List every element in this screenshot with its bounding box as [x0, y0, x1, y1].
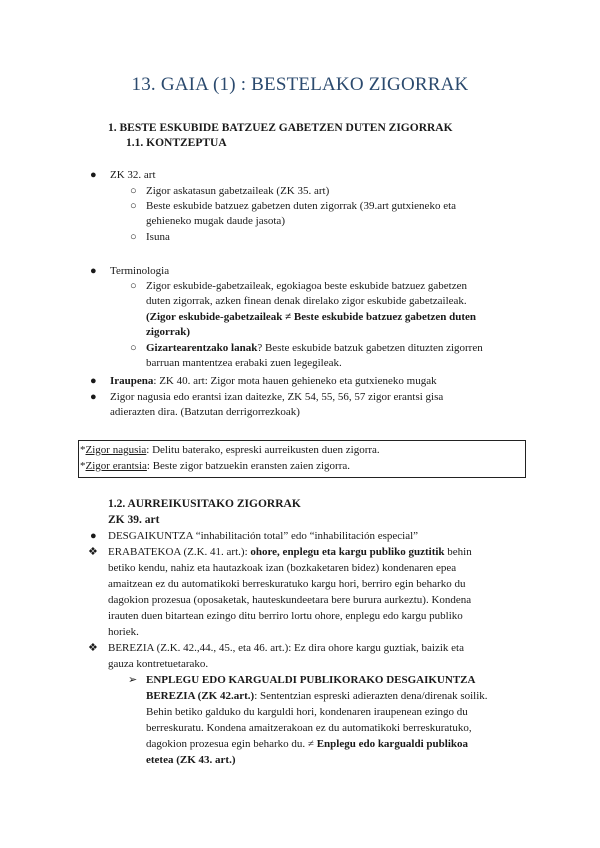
page-title: 13. GAIA (1) : BESTELAKO ZIGORRAK — [131, 74, 469, 95]
enplegu-text: dagokion prozesua egin beharko du. ≠ — [146, 738, 317, 750]
enplegu-line-bold: etetea (ZK 43. art.) — [146, 754, 236, 766]
box-line-2: *Zigor erantsia: Beste zigor batzuekin eransten zaien zigorra. — [80, 460, 351, 472]
zk32-label: ZK 32. art — [110, 169, 156, 181]
erabatekoa-label: ERABATEKOA (Z.K. 41. art.): — [108, 546, 251, 558]
enplegu-bold: Enplegu edo kargualdi publikoa — [316, 738, 468, 750]
nagusia-line: adierazten dira. (Batzutan derrigorrezkoak) — [110, 406, 300, 418]
section-1-2-sub: ZK 39. art — [108, 514, 160, 526]
bullet-dot: ● — [90, 530, 97, 542]
enplegu-line — [146, 737, 468, 753]
erabatekoa-line: dagokion prozesua (oposaketak, hauteskundeetara bere burura aurkeztu). Kondena — [108, 594, 472, 606]
terminologia-label: Terminologia — [110, 265, 170, 277]
erabatekoa-line: horiek. — [108, 626, 139, 638]
term-a-line: duten zigorrak, azken finean denak direlako zigor eskubide gabetzaileak. — [146, 295, 467, 307]
zk32-item: Isuna — [146, 231, 170, 243]
diamond-bullet-icon: ❖ — [88, 546, 98, 558]
iraupena-bold: Iraupena — [110, 375, 154, 387]
erabatekoa-line: irauten duen bitartean ezingo ditu berriro lortu ohore, enplegu edo kargu publiko — [108, 610, 463, 622]
nagusia-line: Zigor nagusia edo erantsi izan daitezke, ZK 54, 55, 56, 57 zigor erantsi gisa — [110, 391, 444, 403]
erabatekoa-tail: behin — [444, 546, 472, 558]
box-term: Zigor erantsia — [85, 460, 147, 472]
section-1-heading: 1. BESTE ESKUBIDE BATZUEZ GABETZEN DUTEN ZIGORRAK — [108, 122, 453, 134]
zk32-item: Beste eskubide batzuez gabetzen duten zigorrak (39.art gutxieneko eta — [146, 200, 457, 212]
box-def: : Delitu baterako, espreski aurreikusten duen zigorra. — [146, 444, 380, 456]
enplegu-line-bold: ENPLEGU EDO KARGUALDI PUBLIKORAKO DESGAIKUNTZA — [146, 674, 476, 686]
erabatekoa-bold: ohore, enplegu eta kargu publiko guztitik — [250, 546, 445, 558]
term-b-line: barruan mantentzea erabaki zuen legegileak. — [146, 357, 342, 369]
enplegu-line — [146, 689, 488, 705]
bullet-circle: ○ — [130, 280, 137, 292]
term-b-line — [146, 341, 483, 357]
box-line-1: *Zigor nagusia: Delitu baterako, espreski aurreikusten duen zigorra. — [80, 444, 380, 456]
erabatekoa-line: amaitzean ez du automatikoki berreskuratuko kargu hori, berriro egin beharko du — [108, 578, 466, 590]
bullet-circle: ○ — [130, 342, 137, 354]
arrow-bullet-icon: ➢ — [128, 674, 138, 686]
bullet-circle: ○ — [130, 231, 137, 243]
section-1-2-heading: 1.2. AURREIKUSITAKO ZIGORRAK — [108, 498, 301, 510]
term-a-line-bold: (Zigor eskubide-gabetzaileak ≠ Beste eskubide batzuez gabetzen duten — [146, 311, 477, 323]
enplegu-line: berreskuratu. Kondena amaitzerakoan ez du automatikoki berreskuratuko, — [146, 722, 472, 734]
berezia-line: gauza kontretuetarako. — [108, 658, 209, 670]
iraupena-line — [110, 374, 437, 390]
bullet-circle: ○ — [130, 185, 137, 197]
box-term: Zigor nagusia — [85, 444, 147, 456]
bullet-dot: ● — [90, 391, 97, 403]
erabatekoa-line: betiko kendu, nahiz eta hautazkoak izan (bozkaketaren bidez) kondenaren epea — [108, 562, 457, 574]
enplegu-bold: BEREZIA (ZK 42.art.) — [146, 690, 255, 702]
term-b-text: ? Beste eskubide batzuk gabetzen dituzten zigorren — [257, 342, 483, 354]
desgaikuntza-line: DESGAIKUNTZA “inhabilitación total” edo “inhabilitación especial” — [108, 530, 419, 542]
berezia-line: BEREZIA (Z.K. 42.,44., 45., eta 46. art.): Ez dira ohore kargu guztiak, baizik eta — [108, 642, 464, 654]
zk32-item-cont: gehieneko mugak daude jasota) — [146, 215, 285, 227]
box-def: : Beste zigor batzuekin eransten zaien zigorra. — [146, 460, 351, 472]
term-a-line-bold: zigorrak) — [146, 326, 190, 338]
section-1-1-heading: 1.1. KONTZEPTUA — [126, 137, 227, 149]
enplegu-text: : Sententzian espreski adierazten dena/direnak soilik. — [254, 690, 488, 702]
term-a-line: Zigor eskubide-gabetzaileak, egokiagoa beste eskubide batzuez gabetzen — [146, 280, 467, 292]
iraupena-text: : ZK 40. art: Zigor mota hauen gehieneko eta gutxieneko mugak — [153, 375, 437, 387]
bullet-dot: ● — [90, 265, 97, 277]
erabatekoa-line — [108, 545, 472, 561]
enplegu-line: Behin betiko galduko du karguldi hori, kondenaren iraupenean ezingo du — [146, 706, 468, 718]
zk32-item: Zigor askatasun gabetzaileak (ZK 35. art) — [146, 185, 330, 197]
bullet-dot: ● — [90, 169, 97, 181]
diamond-bullet-icon: ❖ — [88, 642, 98, 654]
bullet-circle: ○ — [130, 200, 137, 212]
bullet-dot: ● — [90, 375, 97, 387]
term-b-bold: Gizartearentzako lanak — [146, 342, 258, 354]
